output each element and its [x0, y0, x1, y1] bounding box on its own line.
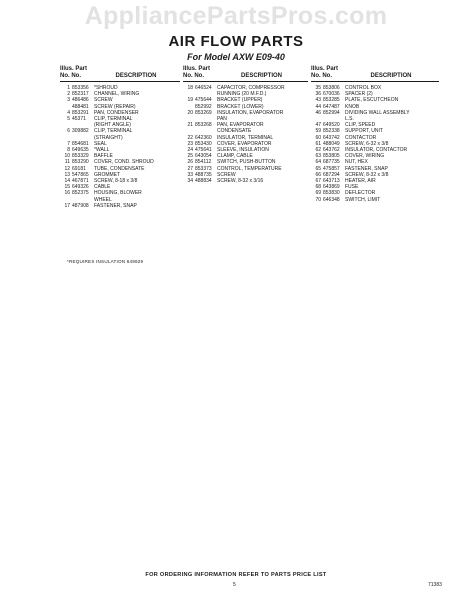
header-illus-part: Illus. Part	[311, 66, 339, 72]
illus-number: 11	[64, 159, 70, 166]
illus-number: 7	[67, 140, 70, 147]
illus-number: 33	[187, 171, 193, 178]
header-description: DESCRIPTION	[240, 73, 282, 79]
header-no-no: No. No.	[311, 73, 332, 79]
part-description: SPACER (2)	[345, 91, 373, 98]
part-number: 643869	[323, 184, 340, 191]
part-description: COVER, EVAPORATOR	[217, 140, 272, 147]
part-description: TUBE, CONDENSATE	[94, 165, 145, 172]
part-description: COVER, WIRING	[345, 153, 385, 160]
part-number: 69181	[72, 165, 86, 172]
header-divider	[183, 81, 308, 82]
part-description: PAN	[217, 116, 227, 123]
part-description: CONDENSATE	[217, 128, 252, 135]
part-number: 853329	[72, 153, 89, 160]
part-description: HOUSING, BLOWER	[94, 190, 142, 197]
part-description: HEATER, AIR	[345, 178, 376, 185]
illus-number: 36	[315, 91, 321, 98]
part-description: CLIP, SPEED	[345, 122, 376, 129]
illus-number: 4	[67, 109, 70, 116]
part-description: BRACKET (LOWER)	[217, 103, 264, 110]
part-description: SCREW, 8-18 x 3/8	[94, 178, 138, 185]
part-number: 309882	[72, 128, 89, 135]
illus-number: 10	[64, 153, 70, 160]
part-description: WHEEL	[94, 196, 112, 203]
parts-column-3	[311, 66, 439, 203]
part-description: *WALL	[94, 147, 110, 154]
part-number: 642360	[195, 134, 212, 141]
part-number: 853290	[72, 159, 89, 166]
part-description: FASTENER, SNAP	[94, 202, 137, 209]
illus-number: 47	[315, 122, 321, 129]
part-description: DIVIDING WALL ASSEMBLY	[345, 109, 410, 116]
header-description: DESCRIPTION	[370, 73, 412, 79]
part-description: SWITCH, LIMIT	[345, 196, 381, 203]
illus-number: 22	[187, 134, 193, 141]
header-illus-part: Illus. Part	[183, 66, 211, 72]
part-description: SLEEVE, INSULATION	[217, 147, 269, 154]
part-number: 547865	[72, 171, 89, 178]
part-description: INSULATOR, TERMINAL	[217, 134, 274, 141]
part-number: 853269	[195, 109, 212, 116]
illus-number: 12	[64, 165, 70, 172]
illus-number: 6	[67, 128, 70, 135]
illus-number: 70	[315, 196, 321, 203]
illus-number: 43	[315, 97, 321, 104]
illus-number: 15	[64, 184, 70, 191]
part-number: 854681	[72, 140, 89, 147]
model-subtitle: For Model AXW E09-40	[187, 52, 285, 62]
illus-number: 35	[315, 85, 321, 91]
part-number: 643054	[195, 153, 212, 160]
part-description: FASTENER, SNAP	[345, 165, 388, 172]
part-row	[60, 203, 180, 209]
part-number: 853805	[323, 153, 340, 160]
footnote: *REQUIRES INSULATION 649929	[67, 259, 144, 264]
part-number: 475857	[323, 165, 340, 172]
part-description: KNOB	[345, 103, 360, 110]
part-number: 643762	[323, 147, 340, 154]
column-header	[311, 66, 439, 80]
part-number: 649635	[72, 147, 89, 154]
part-number: 853830	[323, 190, 340, 197]
part-number: 45371	[72, 116, 86, 123]
illus-number: 34	[187, 178, 193, 185]
page-number: 5	[233, 582, 236, 588]
part-description: PLATE, ESCUTCHEON	[345, 97, 399, 104]
part-description: SCREW	[217, 171, 236, 178]
part-description: CHANNEL, WIRING	[94, 91, 140, 98]
part-description: SCREW (REPAIR)	[94, 103, 136, 110]
illus-number: 69	[315, 190, 321, 197]
header-no-no: No. No.	[60, 73, 81, 79]
part-number: 646524	[195, 85, 212, 91]
illus-number: 24	[187, 147, 193, 154]
part-description: INSULATION, EVAPORATOR	[217, 109, 284, 116]
illus-number: 60	[315, 134, 321, 141]
illus-number: 59	[315, 128, 321, 135]
part-description: SEAL	[94, 140, 107, 147]
part-description: COVER, COND. SHROUD	[94, 159, 154, 166]
part-number: 649520	[323, 122, 340, 129]
illus-number: 62	[315, 147, 321, 154]
part-number: 852994	[323, 109, 340, 116]
illus-number: 18	[187, 85, 193, 91]
illus-number: 44	[315, 103, 321, 110]
part-description: SCREW	[94, 97, 113, 104]
illus-number: 5	[67, 116, 70, 123]
part-description: SWITCH, PUSH-BUTTON	[217, 159, 276, 166]
illus-number: 16	[64, 190, 70, 197]
illus-number: 65	[315, 165, 321, 172]
part-description: PAN, EVAPORATOR	[217, 122, 264, 129]
illus-number: 1	[67, 85, 70, 91]
watermark-logo: AppliancePartsPros.com	[84, 2, 388, 30]
illus-number: 25	[187, 153, 193, 160]
part-description: (RIGHT ANGLE)	[94, 122, 131, 129]
part-number: 853373	[195, 165, 212, 172]
part-number: 687735	[323, 159, 340, 166]
part-description: SUPPORT, UNIT	[345, 128, 383, 135]
part-description: BAFFLE	[94, 153, 113, 160]
parts-column-2	[183, 66, 308, 184]
parts-column-1	[60, 66, 180, 209]
parts-list	[311, 85, 439, 203]
part-description: *SHROUD	[94, 85, 118, 91]
header-divider	[60, 81, 180, 82]
illus-number: 2	[67, 91, 70, 98]
part-number: 853268	[195, 122, 212, 129]
part-description: BRACKET (UPPER)	[217, 97, 263, 104]
part-number: 646348	[323, 196, 340, 203]
part-number: 647487	[323, 103, 340, 110]
part-description: SCREW, 6-32 x 3/8	[345, 140, 389, 147]
page-title: AIR FLOW PARTS	[168, 33, 304, 50]
part-description: RUNNING (20 M.F.D.)	[217, 91, 267, 98]
illus-number: 21	[187, 122, 193, 129]
part-description: SCREW, 8-32 x 3/8	[345, 171, 389, 178]
part-number: 854112	[195, 159, 212, 166]
part-number: 486486	[72, 97, 89, 104]
part-number: 853430	[195, 140, 212, 147]
illus-number: 68	[315, 184, 321, 191]
part-row	[183, 178, 308, 184]
part-number: 670036	[323, 91, 340, 98]
part-description: FUSE	[345, 184, 359, 191]
illus-number: 26	[187, 159, 193, 166]
part-description: PAN, CONDENSER	[94, 109, 139, 116]
illus-number: 20	[187, 109, 193, 116]
part-description: CLIP, TERMINAL	[94, 128, 133, 135]
part-number: 852317	[72, 91, 89, 98]
part-description: CAPACITOR, COMPRESSOR	[217, 85, 285, 91]
part-number: 852338	[323, 128, 340, 135]
part-description: CONTROL BOX	[345, 85, 382, 91]
part-number: 852375	[72, 190, 89, 197]
header-divider	[311, 81, 439, 82]
part-description: CABLE	[94, 184, 111, 191]
ordering-info-footer: FOR ORDERING INFORMATION REFER TO PARTS PRICE LIST	[145, 572, 327, 578]
illus-number: 14	[64, 178, 70, 185]
part-number: 643713	[323, 178, 340, 185]
part-description: SCREW, 8-32 x 3/16	[217, 178, 264, 185]
part-description: GROMMET	[94, 171, 121, 178]
part-description: CONTACTOR	[345, 134, 377, 141]
part-description: (STRAIGHT)	[94, 134, 123, 141]
illus-number: 13	[64, 171, 70, 178]
header-illus-part: Illus. Part	[60, 66, 88, 72]
illus-number: 19	[187, 97, 193, 104]
part-number: 488481	[72, 103, 89, 110]
part-description: L.S.	[345, 116, 354, 123]
illus-number: 64	[315, 159, 321, 166]
illus-number: 23	[187, 140, 193, 147]
parts-list	[60, 85, 180, 209]
part-number: 488735	[195, 171, 212, 178]
part-description: DEFLECTOR	[345, 190, 376, 197]
document-number: 71383	[428, 582, 442, 588]
part-description: CONTROL, TEMPERATURE	[217, 165, 282, 172]
column-header	[183, 66, 308, 80]
part-number: 487908	[72, 202, 89, 209]
part-number: 853356	[72, 85, 89, 91]
part-description: INSULATOR, CONTACTOR	[345, 147, 408, 154]
part-number: 475644	[195, 97, 212, 104]
part-number: 649326	[72, 184, 89, 191]
part-number: 853285	[323, 97, 340, 104]
column-header	[60, 66, 180, 80]
illus-number: 8	[67, 147, 70, 154]
part-number: 853806	[323, 85, 340, 91]
part-number: 467871	[72, 178, 89, 185]
part-number: 853291	[72, 109, 89, 116]
illus-number: 27	[187, 165, 193, 172]
part-number: 488834	[195, 178, 212, 185]
header-description: DESCRIPTION	[115, 73, 157, 79]
illus-number: 66	[315, 171, 321, 178]
part-description: CLIP, TERMINAL	[94, 116, 133, 123]
part-row	[311, 197, 439, 203]
part-number: 687294	[323, 171, 340, 178]
parts-list	[183, 85, 308, 184]
illus-number: 63	[315, 153, 321, 160]
header-no-no: No. No.	[183, 73, 204, 79]
part-description: NUT, HEX	[345, 159, 368, 166]
part-number: 852992	[195, 103, 212, 110]
illus-number: 17	[64, 202, 70, 209]
part-number: 475641	[195, 147, 212, 154]
part-number: 488049	[323, 140, 340, 147]
illus-number: 3	[67, 97, 70, 104]
illus-number: 67	[315, 178, 321, 185]
illus-number: 46	[315, 109, 321, 116]
part-description: CLAMP, CABLE	[217, 153, 253, 160]
part-number: 643742	[323, 134, 340, 141]
illus-number: 61	[315, 140, 321, 147]
